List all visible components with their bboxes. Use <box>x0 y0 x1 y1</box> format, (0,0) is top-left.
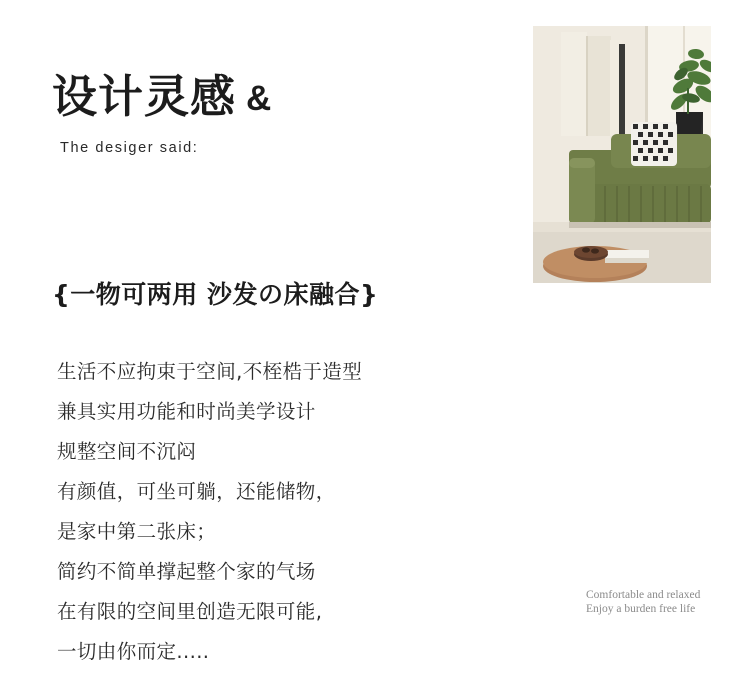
ampersand-symbol: & <box>246 79 273 118</box>
heading-block <box>52 72 272 156</box>
body-copy <box>57 352 517 672</box>
footer-caption-line-2: Enjoy a burden free life <box>586 603 696 615</box>
body-line: 生活不应拘束于空间,不桎梏于造型 <box>57 360 363 383</box>
page-title-text: 设计灵感 <box>52 70 237 123</box>
body-line: 兼具实用功能和时尚美学设计 <box>57 400 316 423</box>
footer-caption-line-1: Comfortable and relaxed <box>586 589 701 601</box>
page-title <box>52 72 272 122</box>
footer-caption <box>586 588 700 616</box>
sofa-photo-illustration <box>533 26 711 283</box>
body-line: 在有限的空间里创造无限可能, <box>57 600 323 623</box>
body-line: 有颜值，可坐可躺，还能储物， <box>57 480 336 503</box>
body-line: 一切由你而定..... <box>57 640 210 663</box>
page-subtitle: The desiger said: <box>60 139 199 156</box>
section-title: {一物可两用 沙发の床融合} <box>52 280 379 309</box>
sofa-photo <box>533 26 711 283</box>
body-line: 规整空间不沉闷 <box>57 440 197 463</box>
body-line: 是家中第二张床； <box>57 520 217 543</box>
body-line: 简约不简单撑起整个家的气场 <box>57 560 316 583</box>
